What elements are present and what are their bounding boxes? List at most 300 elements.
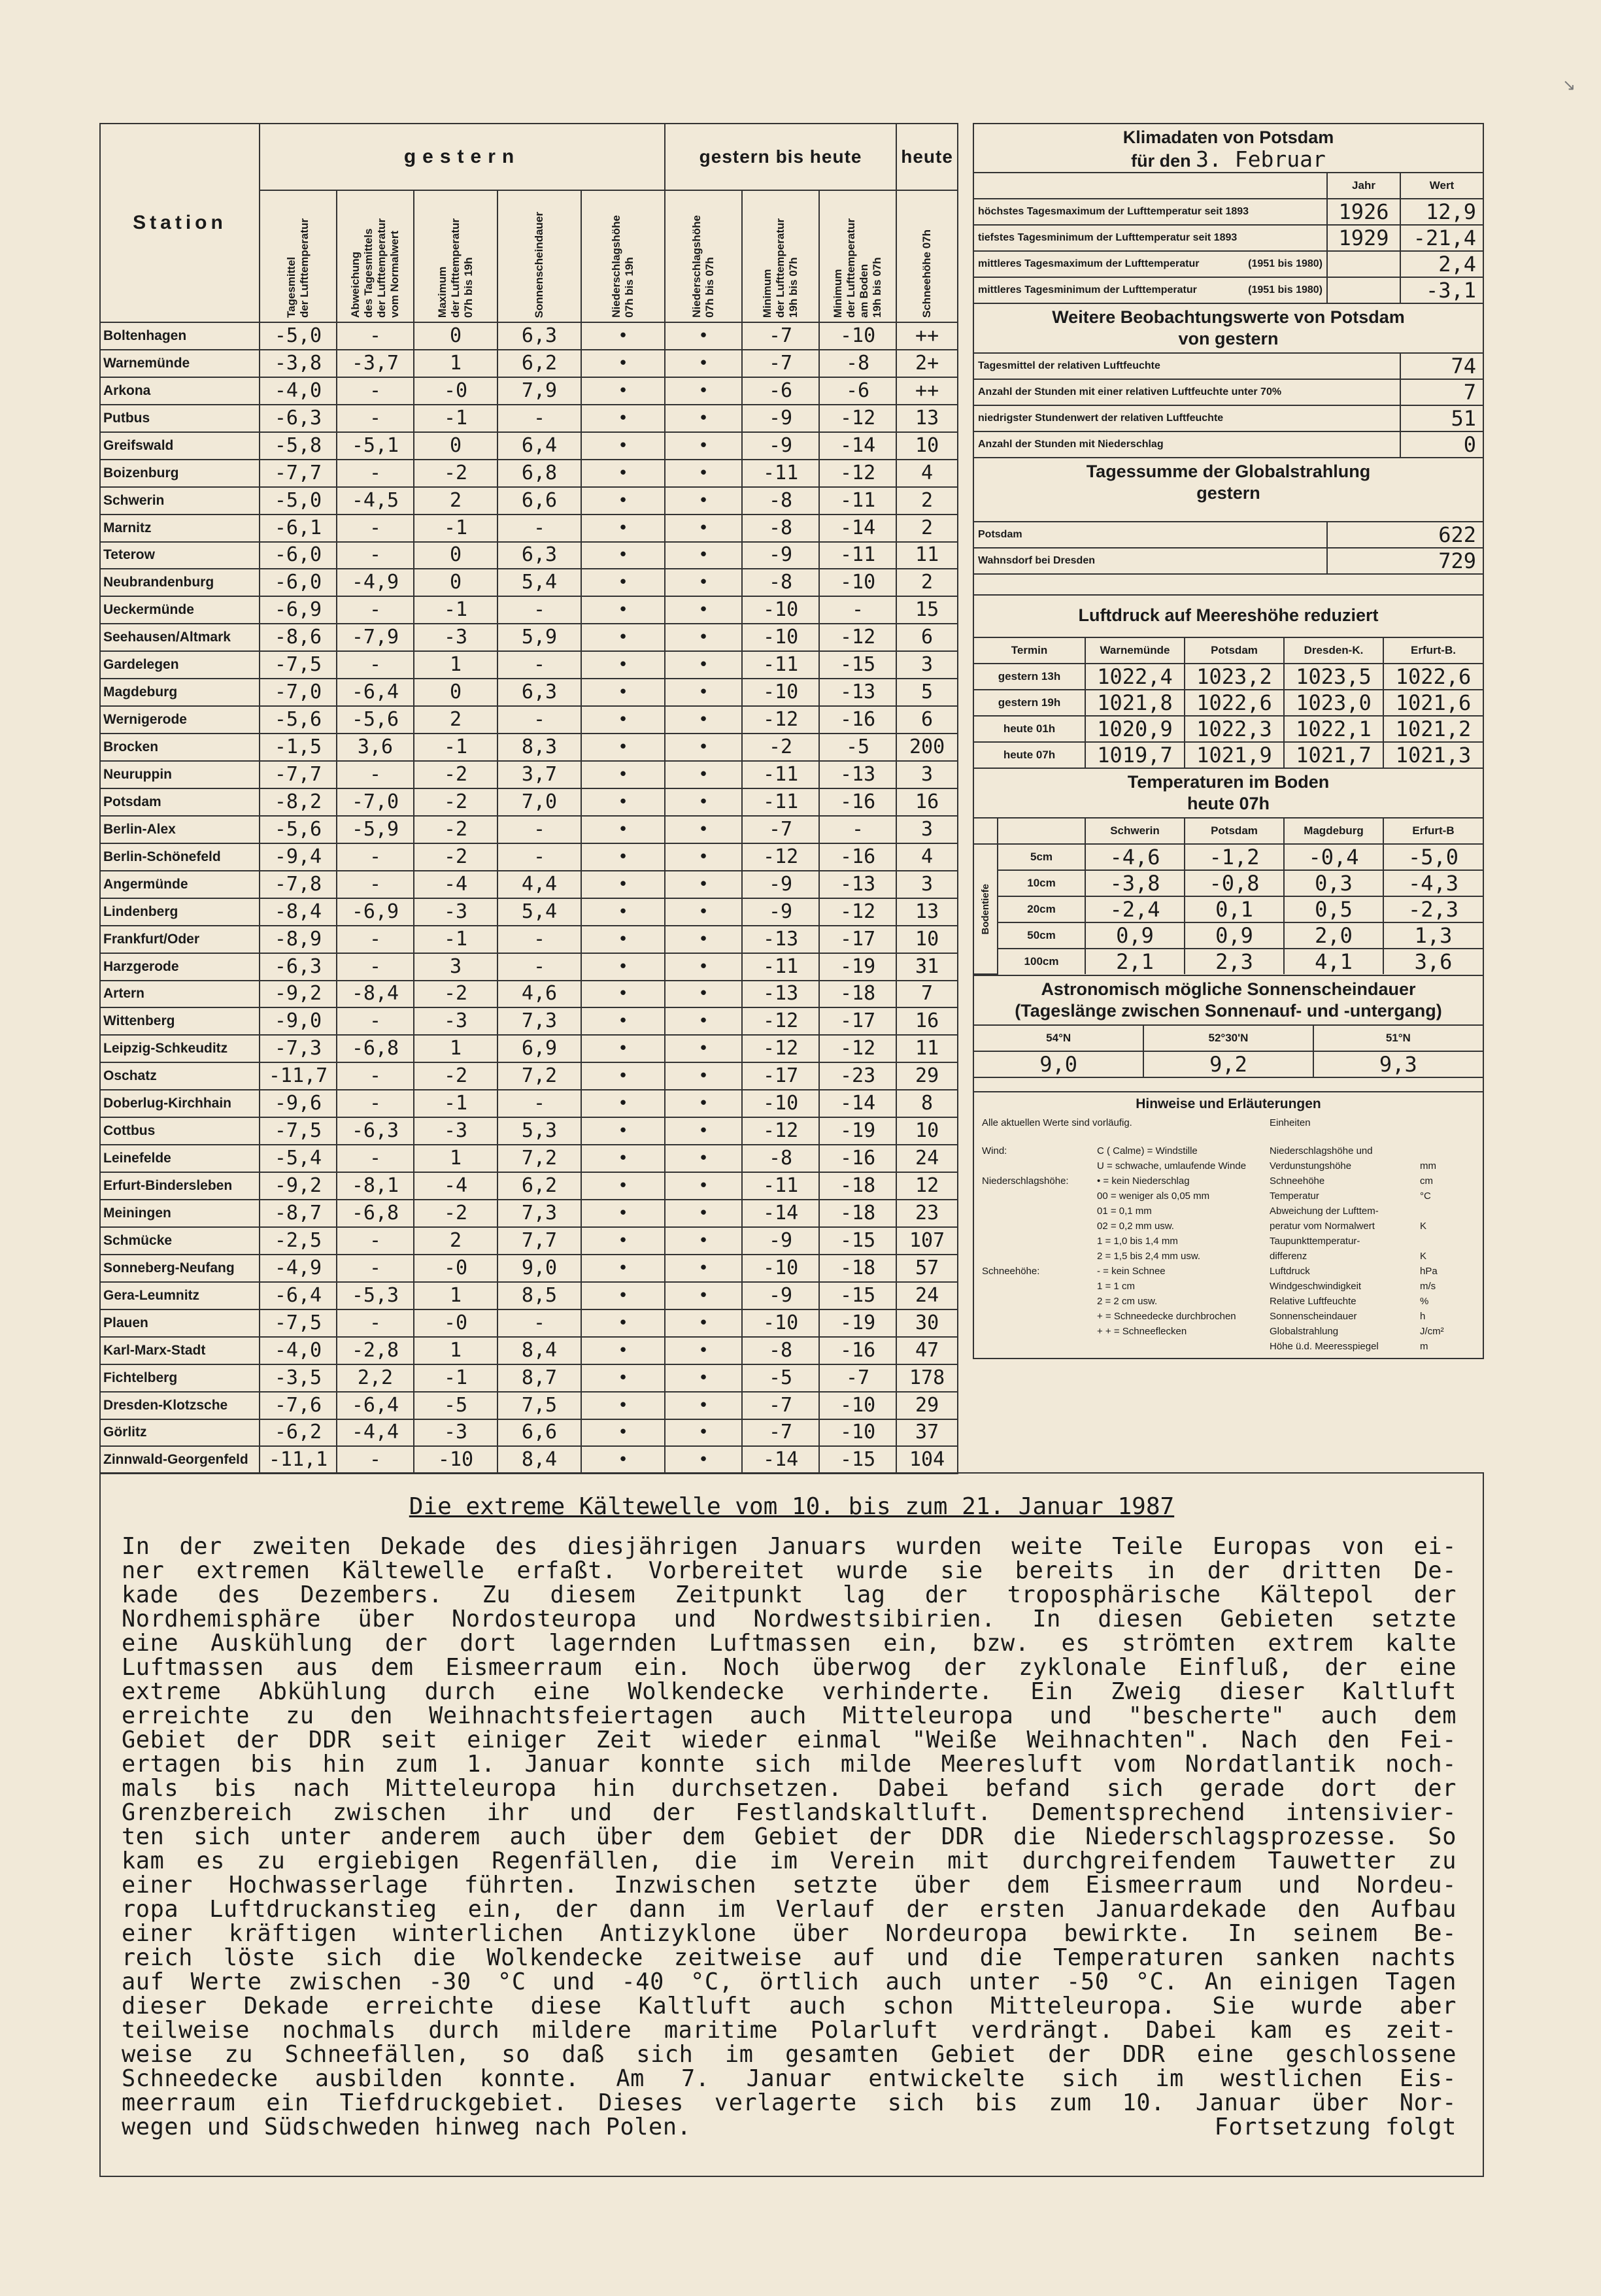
boden-value: -4,6 [1085, 844, 1185, 870]
station-value: • [581, 1145, 665, 1172]
station-value: • [581, 1337, 665, 1364]
col-header-5 [665, 190, 742, 322]
station-value: -10 [742, 624, 819, 651]
station-value: 6,6 [497, 1419, 581, 1447]
station-value: -9,4 [260, 843, 337, 871]
boden-value: 0,9 [1085, 922, 1185, 949]
luftdruck-termin: heute 07h [974, 742, 1085, 768]
station-value: -12 [819, 624, 896, 651]
sonne-title: Astronomisch mögliche Sonnenscheindauer [1041, 979, 1416, 999]
nied-label: Niederschlagshöhe: [982, 1175, 1069, 1187]
station-value: -7 [819, 1364, 896, 1392]
station-value: -6,3 [337, 1117, 414, 1145]
nied-item: • = kein Niederschlag [1097, 1175, 1190, 1187]
station-value: - [497, 596, 581, 624]
station-value: 7,2 [497, 1062, 581, 1090]
hinweise-section [974, 1092, 1483, 1358]
station-value: 29 [896, 1392, 958, 1419]
station-value: - [337, 542, 414, 569]
station-value: -10 [742, 1090, 819, 1117]
station-value: -11,7 [260, 1062, 337, 1090]
station-value: 2 [414, 1227, 497, 1255]
station-value: 3 [896, 816, 958, 843]
station-value: 104 [896, 1446, 958, 1474]
station-value: • [665, 515, 742, 542]
station-value: • [581, 1007, 665, 1035]
station-value: 8,4 [497, 1337, 581, 1364]
station-value: -4,0 [260, 377, 337, 405]
klima-period: (1951 bis 1980) [1248, 258, 1323, 269]
station-value: -12 [742, 706, 819, 734]
station-value: - [819, 596, 896, 624]
station-value: -3,5 [260, 1364, 337, 1392]
station-value: -8 [742, 1145, 819, 1172]
sonne-header: 52°30'N [1143, 1025, 1313, 1051]
station-value: -1 [414, 1364, 497, 1392]
station-value: - [337, 1227, 414, 1255]
station-value: • [581, 377, 665, 405]
col-header-line: Minimum [832, 269, 845, 318]
weitere-section [974, 304, 1483, 458]
luftdruck-value: 1022,1 [1284, 716, 1383, 742]
station-name: Greifswald [100, 432, 260, 460]
station-value: -9 [742, 1282, 819, 1309]
boden-corner [998, 818, 1085, 844]
station-value: • [581, 734, 665, 761]
station-value: 13 [896, 405, 958, 432]
station-value: • [665, 487, 742, 515]
luftdruck-header: Termin [974, 637, 1085, 664]
station-name: Dresden-Klotzsche [100, 1392, 260, 1419]
boden-value: -5,0 [1383, 844, 1483, 870]
station-value: 29 [896, 1062, 958, 1090]
col-header-line: Minimum [761, 269, 774, 318]
station-value: -8,4 [337, 981, 414, 1008]
station-value: -9,0 [260, 1007, 337, 1035]
station-value: -16 [819, 1145, 896, 1172]
station-value: -11 [742, 651, 819, 679]
luftdruck-value: 1021,8 [1085, 690, 1185, 716]
col-header-line: Niederschlagshöhe [690, 215, 703, 318]
boden-value: 2,1 [1085, 949, 1185, 974]
article-line: meerraum ein Tiefdruckgebiet. Dieses verlagerte sich bis zum 10. Januar über Nor- [122, 2089, 1457, 2116]
station-value: - [497, 515, 581, 542]
station-value: 0 [414, 322, 497, 350]
boden-value: 0,1 [1185, 896, 1284, 922]
station-value: -2 [414, 816, 497, 843]
station-value: • [665, 1035, 742, 1062]
unit-symbol: mm [1420, 1160, 1436, 1172]
station-value: 2,2 [337, 1364, 414, 1392]
station-name: Arkona [100, 377, 260, 405]
station-value: 10 [896, 432, 958, 460]
station-row [100, 1446, 958, 1474]
station-value: -4,4 [337, 1419, 414, 1447]
station-value: - [337, 761, 414, 788]
station-value: -1,5 [260, 734, 337, 761]
unit-name: Niederschlagshöhe und [1270, 1145, 1373, 1156]
station-value: - [497, 706, 581, 734]
boden-section [974, 769, 1483, 976]
klima-period: (1951 bis 1980) [1248, 284, 1323, 295]
station-value: -11,1 [260, 1446, 337, 1474]
global-label: Wahnsdorf bei Dresden [974, 548, 1327, 574]
right-panel [973, 123, 1484, 1359]
station-row [100, 405, 958, 432]
article-line: ten sich unter anderem auch über dem Gebiet der DDR die Niederschlagsprozesse. So [122, 1823, 1457, 1850]
station-value: - [337, 1446, 414, 1474]
weitere-label: niedrigster Stundenwert der relativen Luftfeuchte [974, 405, 1400, 431]
station-value: -19 [819, 1117, 896, 1145]
station-value: -2 [414, 788, 497, 816]
station-name: Harzgerode [100, 953, 260, 981]
station-value: - [337, 460, 414, 487]
station-value: 7,9 [497, 377, 581, 405]
station-name: Angermünde [100, 871, 260, 898]
station-value: 24 [896, 1145, 958, 1172]
station-value: -7,8 [260, 871, 337, 898]
station-value: -17 [742, 1062, 819, 1090]
station-name: Zinnwald-Georgenfeld [100, 1446, 260, 1474]
station-value: • [581, 1446, 665, 1474]
station-value: • [581, 460, 665, 487]
unit-name: Taupunkttemperatur- [1270, 1236, 1360, 1247]
station-row [100, 981, 958, 1008]
weitere-label: Anzahl der Stunden mit einer relativen Luftfeuchte unter 70% [974, 379, 1400, 405]
station-value: -7 [742, 816, 819, 843]
station-value: 8,5 [497, 1282, 581, 1309]
station-value: -18 [819, 1200, 896, 1227]
station-value: -14 [819, 432, 896, 460]
station-value: 6,3 [497, 322, 581, 350]
station-value: -10 [742, 1309, 819, 1337]
station-value: 1 [414, 1145, 497, 1172]
luftdruck-value: 1021,6 [1383, 690, 1483, 716]
station-row [100, 871, 958, 898]
unit-symbol: °C [1420, 1190, 1431, 1202]
station-value: -11 [742, 1172, 819, 1200]
weitere-value: 0 [1400, 431, 1483, 457]
station-value: -9 [742, 542, 819, 569]
station-value: -6 [742, 377, 819, 405]
station-value: -14 [742, 1200, 819, 1227]
boden-side-label [974, 844, 998, 974]
station-value: - [337, 1145, 414, 1172]
boden-value: -1,2 [1185, 844, 1284, 870]
luftdruck-value: 1021,3 [1383, 742, 1483, 768]
station-value: -6,2 [260, 1419, 337, 1447]
article-line: In der zweiten Dekade des diesjährigen Januars wurden weite Teile Europas von ei- [122, 1533, 1457, 1560]
group-gestern: gestern [260, 124, 665, 190]
station-value: 9,0 [497, 1255, 581, 1282]
station-value: - [497, 1309, 581, 1337]
station-name: Sonneberg-Neufang [100, 1255, 260, 1282]
station-value: • [581, 515, 665, 542]
schnee-item: + + = Schneeflecken [1097, 1326, 1187, 1337]
station-name: Lindenberg [100, 898, 260, 926]
station-row [100, 734, 958, 761]
global-title: Tagessumme der Globalstrahlung [1086, 462, 1371, 481]
station-value: -16 [819, 1337, 896, 1364]
boden-value: 1,3 [1383, 922, 1483, 949]
station-value: -6,3 [260, 953, 337, 981]
station-value: • [581, 322, 665, 350]
sonne-subtitle: (Tageslänge zwischen Sonnenauf- und -untergang) [1015, 1001, 1442, 1021]
station-value: -12 [742, 1035, 819, 1062]
station-value: -13 [819, 871, 896, 898]
station-value: -14 [819, 515, 896, 542]
station-value: -9 [742, 432, 819, 460]
klima-jahr: 1926 [1327, 199, 1400, 225]
boden-depth: 100cm [998, 949, 1085, 974]
boden-header: Schwerin [1085, 818, 1185, 844]
station-value: -0 [414, 1309, 497, 1337]
station-value: 3,7 [497, 761, 581, 788]
station-value: -6 [819, 377, 896, 405]
station-name: Görlitz [100, 1419, 260, 1447]
boden-value: 0,3 [1284, 870, 1383, 896]
station-value: • [581, 679, 665, 706]
unit-name: peratur vom Normalwert [1270, 1221, 1375, 1232]
klima-wert: 2,4 [1400, 251, 1483, 277]
article-line: weise zu Schneefällen, so daß sich im gesamten Gebiet der DDR eine geschlossene [122, 2041, 1457, 2068]
einheiten-title: Einheiten [1270, 1117, 1311, 1128]
station-value: -8,6 [260, 624, 337, 651]
boden-value: -0,4 [1284, 844, 1383, 870]
klima-subtitle: für den 3. Februar [1131, 146, 1326, 172]
col-header-line: Maximum [436, 266, 448, 318]
station-value: • [665, 596, 742, 624]
global-value: 622 [1327, 522, 1483, 548]
station-value: • [665, 1172, 742, 1200]
nied-item: 1 = 1,0 bis 1,4 mm [1097, 1236, 1178, 1247]
article-line: wegen und Südschweden hinweg nach Polen. [122, 2114, 692, 2140]
station-name: Potsdam [100, 788, 260, 816]
station-value: -2 [742, 734, 819, 761]
boden-value: -3,8 [1085, 870, 1185, 896]
station-name: Marnitz [100, 515, 260, 542]
station-value: • [581, 1227, 665, 1255]
station-value: • [665, 1255, 742, 1282]
klima-label-text: mittleres Tagesminimum der Lufttemperatur [978, 284, 1197, 295]
group-heute: heute [896, 124, 958, 190]
boden-header: Magdeburg [1284, 818, 1383, 844]
station-value: -7 [742, 350, 819, 377]
klima-wert: -21,4 [1400, 225, 1483, 251]
sonne-value: 9,2 [1143, 1051, 1313, 1077]
article-line: auf Werte zwischen -30 °C und -40 °C, örtlich auch unter -50 °C. An einigen Tagen [122, 1968, 1457, 1995]
global-subtitle: gestern [1196, 483, 1260, 503]
col-header-line: der Lufttemperatur [774, 218, 787, 318]
station-value: • [665, 1200, 742, 1227]
unit-symbol: K [1420, 1251, 1427, 1262]
article-line: eine Auskühlung der dort lagernden Luftmassen ein, bzw. es strömten extrem kalte [122, 1630, 1457, 1657]
unit-name: Verdunstungshöhe [1270, 1160, 1352, 1172]
station-value: • [581, 1172, 665, 1200]
station-value: -6,9 [337, 898, 414, 926]
station-value: 107 [896, 1227, 958, 1255]
station-row [100, 788, 958, 816]
station-value: -4,9 [337, 569, 414, 596]
station-value: • [665, 1090, 742, 1117]
station-value: • [665, 761, 742, 788]
col-header-7 [819, 190, 896, 322]
station-name: Plauen [100, 1309, 260, 1337]
station-value: • [665, 377, 742, 405]
station-value: -17 [819, 926, 896, 953]
station-value: - [337, 843, 414, 871]
station-value: • [581, 926, 665, 953]
station-name: Leipzig-Schkeuditz [100, 1035, 260, 1062]
boden-value: -4,3 [1383, 870, 1483, 896]
station-value: -6,8 [337, 1200, 414, 1227]
station-row [100, 542, 958, 569]
station-value: 4 [896, 843, 958, 871]
klima-title: Klimadaten von Potsdam [1122, 127, 1334, 147]
station-value: -12 [742, 843, 819, 871]
station-value: 6,2 [497, 350, 581, 377]
station-value: - [497, 405, 581, 432]
station-value: 11 [896, 1035, 958, 1062]
station-row [100, 679, 958, 706]
station-value: -2 [414, 460, 497, 487]
station-value: - [337, 405, 414, 432]
station-value: -7,5 [260, 1117, 337, 1145]
station-value: 7,7 [497, 1227, 581, 1255]
station-value: • [665, 405, 742, 432]
col-header-line: Tagesmittel [285, 256, 297, 318]
station-value: • [581, 487, 665, 515]
station-name: Meiningen [100, 1200, 260, 1227]
station-value: • [581, 624, 665, 651]
station-value: -9,6 [260, 1090, 337, 1117]
boden-value: 4,1 [1284, 949, 1383, 974]
station-row [100, 953, 958, 981]
weitere-value: 51 [1400, 405, 1483, 431]
klima-label [974, 199, 1327, 225]
station-value: 8,7 [497, 1364, 581, 1392]
col-header-4 [581, 190, 665, 322]
station-value: -15 [819, 1282, 896, 1309]
klima-jahr [1327, 251, 1400, 277]
station-name: Oschatz [100, 1062, 260, 1090]
station-value: -6,4 [337, 679, 414, 706]
station-value: -2,8 [337, 1337, 414, 1364]
station-value: -4,0 [260, 1337, 337, 1364]
col-header-line: der Lufttemperatur [449, 218, 462, 318]
weitere-label: Tagesmittel der relativen Luftfeuchte [974, 353, 1400, 379]
station-value: 7,5 [497, 1392, 581, 1419]
station-row [100, 515, 958, 542]
station-value: • [581, 898, 665, 926]
boden-value: -2,3 [1383, 896, 1483, 922]
boden-value: -2,4 [1085, 896, 1185, 922]
station-name: Frankfurt/Oder [100, 926, 260, 953]
station-value: -7 [742, 1419, 819, 1447]
station-value: - [337, 651, 414, 679]
station-value: -13 [742, 926, 819, 953]
article-line: Grenzbereich zwischen ihr und der Festlandskaltluft. Dementsprechend intensivier- [122, 1799, 1457, 1826]
weitere-subtitle: von gestern [1178, 329, 1279, 348]
station-name: Teterow [100, 542, 260, 569]
station-value: • [665, 706, 742, 734]
article-line: dieser Dekade erreichte diese Kaltluft auch schon Mitteleuropa. Sie wurde aber [122, 1993, 1457, 2019]
station-value: • [665, 460, 742, 487]
station-name: Artern [100, 981, 260, 1008]
station-row [100, 1364, 958, 1392]
corner-mark: ↘ [1562, 76, 1576, 94]
luftdruck-termin: gestern 13h [974, 664, 1085, 690]
station-value: -9 [742, 898, 819, 926]
station-value: -1 [414, 405, 497, 432]
station-value: -5,0 [260, 487, 337, 515]
station-value: 5 [896, 679, 958, 706]
station-value: • [665, 1145, 742, 1172]
station-name: Karl-Marx-Stadt [100, 1337, 260, 1364]
station-value: -18 [819, 981, 896, 1008]
station-value: 200 [896, 734, 958, 761]
article-line: extreme Abkühlung durch eine Wolkendecke verhinderte. Ein Zweig dieser Kaltluft [122, 1678, 1457, 1705]
station-row [100, 569, 958, 596]
station-row [100, 596, 958, 624]
station-value: -7,3 [260, 1035, 337, 1062]
station-value: -6,9 [260, 596, 337, 624]
global-section [974, 458, 1483, 596]
station-value: -10 [742, 596, 819, 624]
luftdruck-value: 1022,6 [1383, 664, 1483, 690]
station-value: 3 [414, 953, 497, 981]
weitere-value: 74 [1400, 353, 1483, 379]
col-header-line: 07h bis 19h [462, 257, 475, 318]
station-value: 1 [414, 1337, 497, 1364]
station-row [100, 1419, 958, 1447]
station-value: -16 [819, 706, 896, 734]
station-value: • [665, 816, 742, 843]
station-value: ++ [896, 322, 958, 350]
unit-name: Windgeschwindigkeit [1270, 1281, 1362, 1292]
hinweise-title: Hinweise und Erläuterungen [1136, 1096, 1321, 1111]
klima-wert: -3,1 [1400, 277, 1483, 303]
article-line: ropa Luftdruckanstieg ein, der dann im Verlauf der ersten Januardekade den Aufbau [122, 1896, 1457, 1923]
station-value: • [581, 1200, 665, 1227]
sonne-value: 9,0 [974, 1051, 1143, 1077]
station-name: Cottbus [100, 1117, 260, 1145]
klima-col-jahr: Jahr [1327, 173, 1400, 199]
station-value: -3 [414, 1117, 497, 1145]
station-value: -9 [742, 1227, 819, 1255]
station-value: -7,9 [337, 624, 414, 651]
unit-symbol: % [1420, 1296, 1429, 1307]
nied-item: 01 = 0,1 mm [1097, 1206, 1152, 1217]
station-value: • [665, 679, 742, 706]
station-value: ++ [896, 377, 958, 405]
luftdruck-value: 1023,0 [1284, 690, 1383, 716]
station-value: -8 [742, 515, 819, 542]
nied-item: 02 = 0,2 mm usw. [1097, 1221, 1174, 1232]
station-value: • [665, 734, 742, 761]
station-value: -19 [819, 953, 896, 981]
station-value: - [337, 1007, 414, 1035]
station-value: - [497, 651, 581, 679]
station-value: -1 [414, 596, 497, 624]
luftdruck-termin: heute 01h [974, 716, 1085, 742]
col-header-line: Niederschlagshöhe [610, 215, 623, 318]
station-value: -7,7 [260, 761, 337, 788]
station-value: 3,6 [337, 734, 414, 761]
station-value: -6,0 [260, 542, 337, 569]
station-row [100, 460, 958, 487]
article-line: einer Hochwasserlage führten. Inzwischen setzte über dem Eismeerraum und Nordeu- [122, 1872, 1457, 1899]
